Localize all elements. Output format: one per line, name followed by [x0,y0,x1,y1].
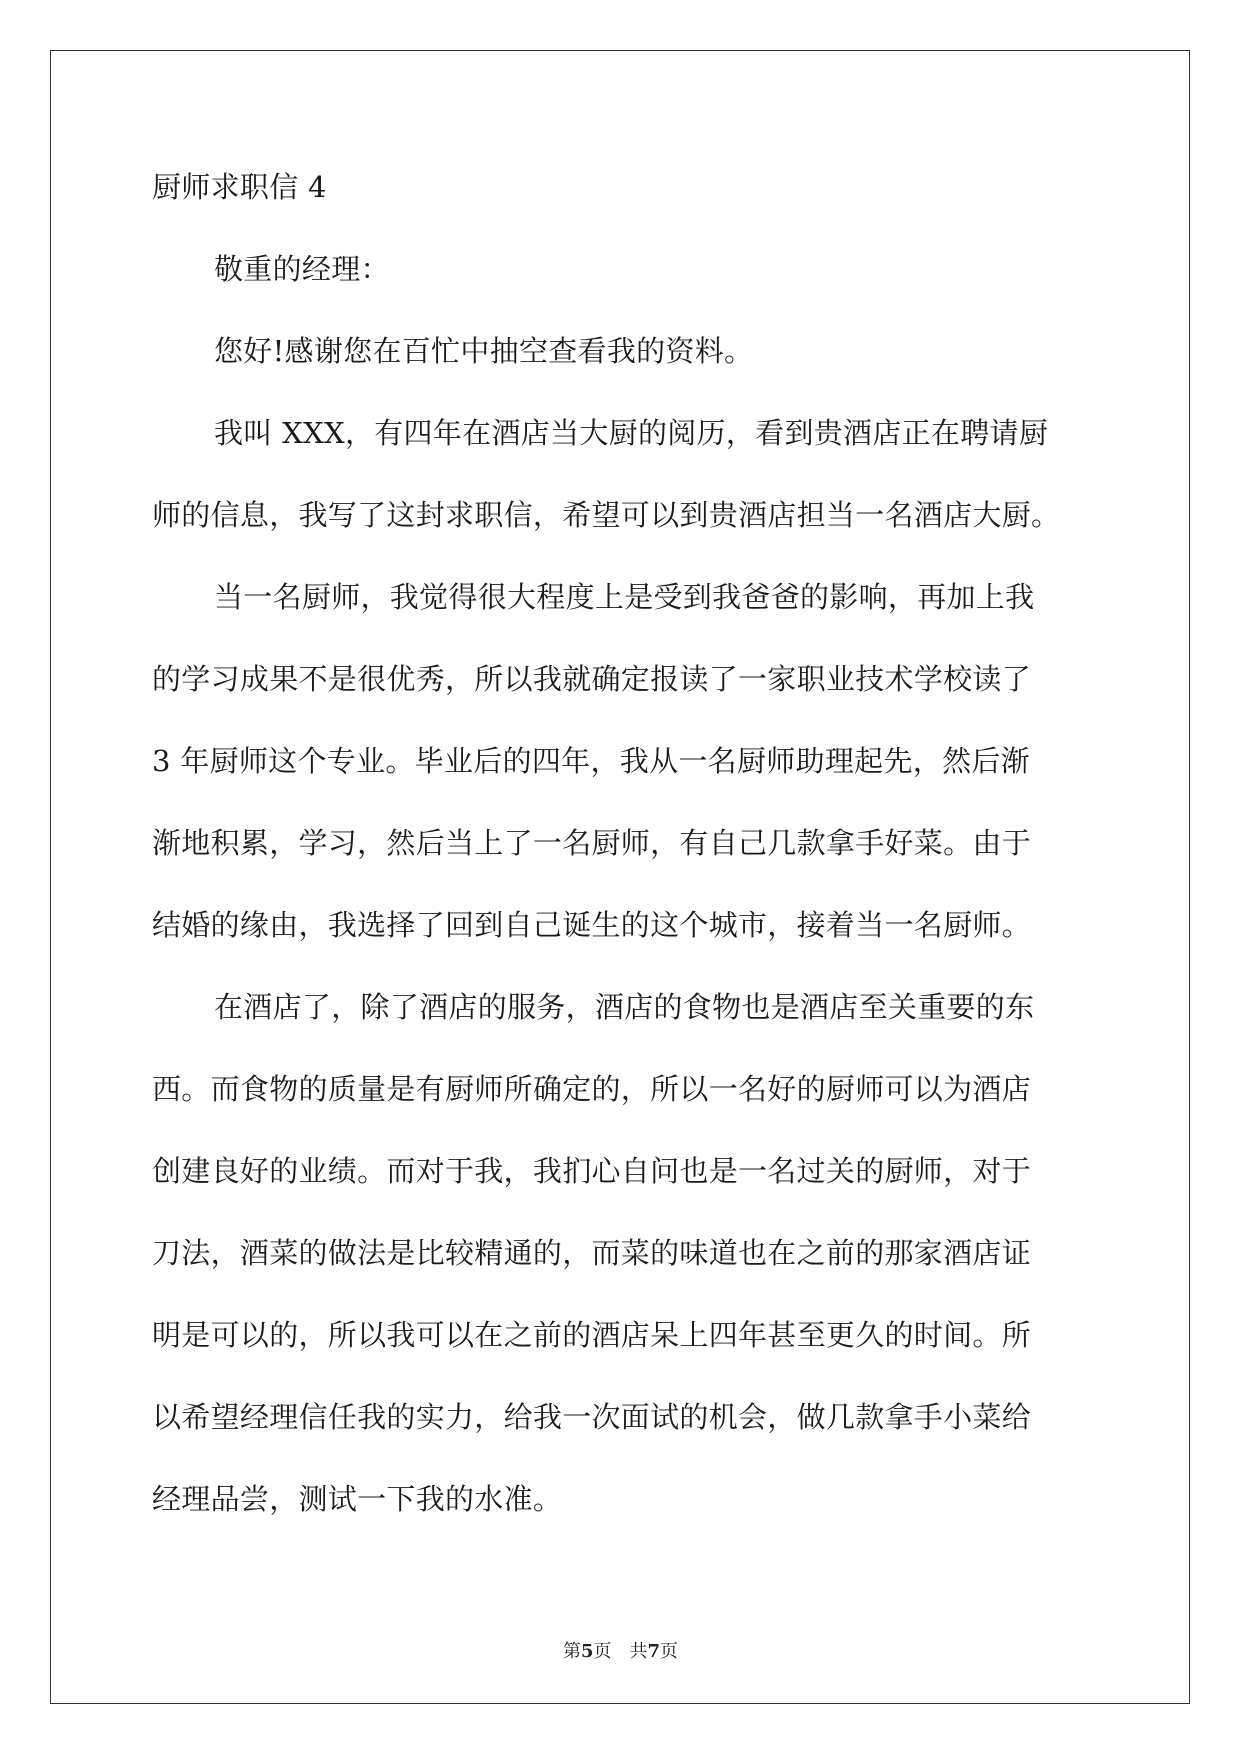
greeting: 敬重的经理： [214,252,390,286]
body-line: 在酒店了，除了酒店的服务，酒店的食物也是酒店至关重要的东 [214,990,1035,1024]
body-line: 当一名厨师，我觉得很大程度上是受到我爸爸的影响，再加上我 [214,580,1035,614]
page-total: 7 [647,1641,661,1662]
page-current: 5 [580,1641,594,1662]
page-footer [0,1640,1241,1664]
body-line: 的学习成果不是很优秀，所以我就确定报读了一家职业技术学校读了 [152,662,1032,696]
body-line: 经理品尝，测试一下我的水准。 [152,1482,563,1516]
body-line: 3 年厨师这个专业。毕业后的四年，我从一名厨师助理起先，然后渐 [152,744,1030,778]
body-line: 明是可以的，所以我可以在之前的酒店呆上四年甚至更久的时间。所 [152,1318,1032,1352]
body-line: 创建良好的业绩。而对于我，我扪心自问也是一名过关的厨师，对于 [152,1154,1032,1188]
body-line: 西。而食物的质量是有厨师所确定的，所以一名好的厨师可以为酒店 [152,1072,1032,1106]
document-title: 厨师求职信 4 [152,170,327,204]
body-line: 以希望经理信任我的实力，给我一次面试的机会，做几款拿手小菜给 [152,1400,1032,1434]
body-line: 我叫 XXX，有四年在酒店当大厨的阅历，看到贵酒店正在聘请厨 [214,416,1049,450]
total-prefix: 共 [629,1641,648,1662]
document-body [152,168,1088,1562]
body-line: 师的信息，我写了这封求职信，希望可以到贵酒店担当一名酒店大厨。 [152,498,1061,532]
page-prefix: 第 [562,1641,581,1662]
body-line-opening: 您好!感谢您在百忙中抽空查看我的资料。 [214,334,754,368]
body-line: 刀法，酒菜的做法是比较精通的，而菜的味道也在之前的那家酒店证 [152,1236,1032,1270]
body-line: 渐地积累，学习，然后当上了一名厨师，有自己几款拿手好菜。由于 [152,826,1032,860]
body-line: 结婚的缘由，我选择了回到自己诞生的这个城市，接着当一名厨师。 [152,908,1032,942]
total-suffix: 页 [660,1641,679,1662]
page-suffix: 页 [593,1641,612,1662]
